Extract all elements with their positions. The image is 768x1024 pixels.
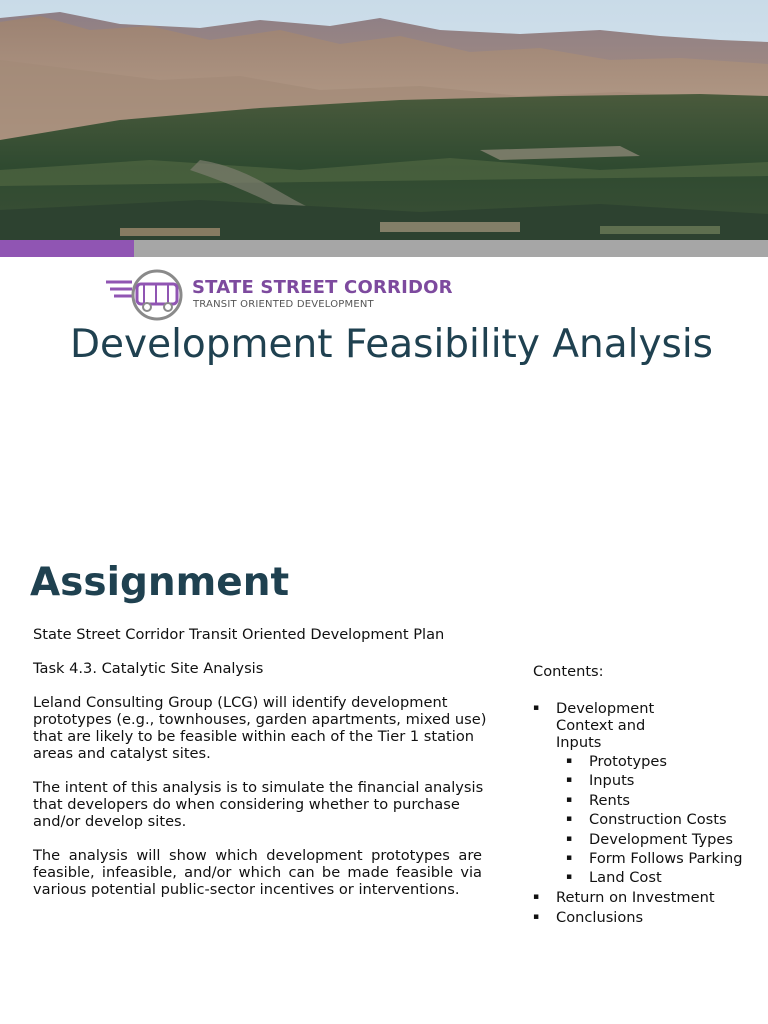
- contents-subitems: [556, 753, 768, 886]
- state-street-corridor-logo: [104, 268, 453, 324]
- list-item: ▪ Development Types: [556, 831, 768, 848]
- list-item: [533, 700, 768, 886]
- paragraph-prototypes: Leland Consulting Group (LCG) will identify development prototypes (e.g., townhouses, garden apartments, mixed use) that are likely to be feasible within each of the Tier 1 station areas and catalyst sites.: [33, 694, 487, 762]
- logo-subtitle: TRANSIT ORIENTED DEVELOPMENT: [193, 299, 374, 310]
- paragraph-intent: The intent of this analysis is to simulate the financial analysis that developers do when considering whether to purchase and/or develop sites.: [33, 779, 484, 830]
- logo-title: STATE STREET CORRIDOR: [192, 277, 453, 298]
- list-item: ▪ Form Follows Parking: [556, 850, 768, 867]
- assignment-body: [33, 626, 496, 915]
- list-item: ▪ Return on Investment: [533, 889, 768, 906]
- list-item: ▪ Conclusions: [533, 909, 768, 926]
- list-item: ▪ Construction Costs: [556, 811, 768, 828]
- task-name: Task 4.3. Catalytic Site Analysis: [33, 660, 264, 677]
- list-item: ▪ Rents: [556, 792, 768, 809]
- hero-landscape-image: [0, 0, 768, 240]
- contents-label: Contents:: [533, 663, 604, 680]
- section-title: Assignment: [30, 560, 290, 605]
- contents-list: [533, 663, 768, 929]
- contents-items: [533, 700, 768, 926]
- list-item: ▪ Prototypes: [556, 753, 768, 770]
- list-item: ▪ Land Cost: [556, 869, 768, 886]
- paragraph-analysis: The analysis will show which development prototypes are feasible, infeasible, and/or which can be made feasible via various potential public-sector incentives or interventions.: [33, 847, 482, 898]
- list-item-label: ▪ Development Context and Inputs: [556, 700, 655, 751]
- document-title: Development Feasibility Analysis: [70, 322, 714, 367]
- list-item: ▪ Inputs: [556, 772, 768, 789]
- trolley-bus-icon: [104, 268, 190, 324]
- header-stripe: [0, 240, 768, 257]
- plan-name: State Street Corridor Transit Oriented Development Plan: [33, 626, 445, 643]
- header-stripe-accent: [0, 240, 134, 257]
